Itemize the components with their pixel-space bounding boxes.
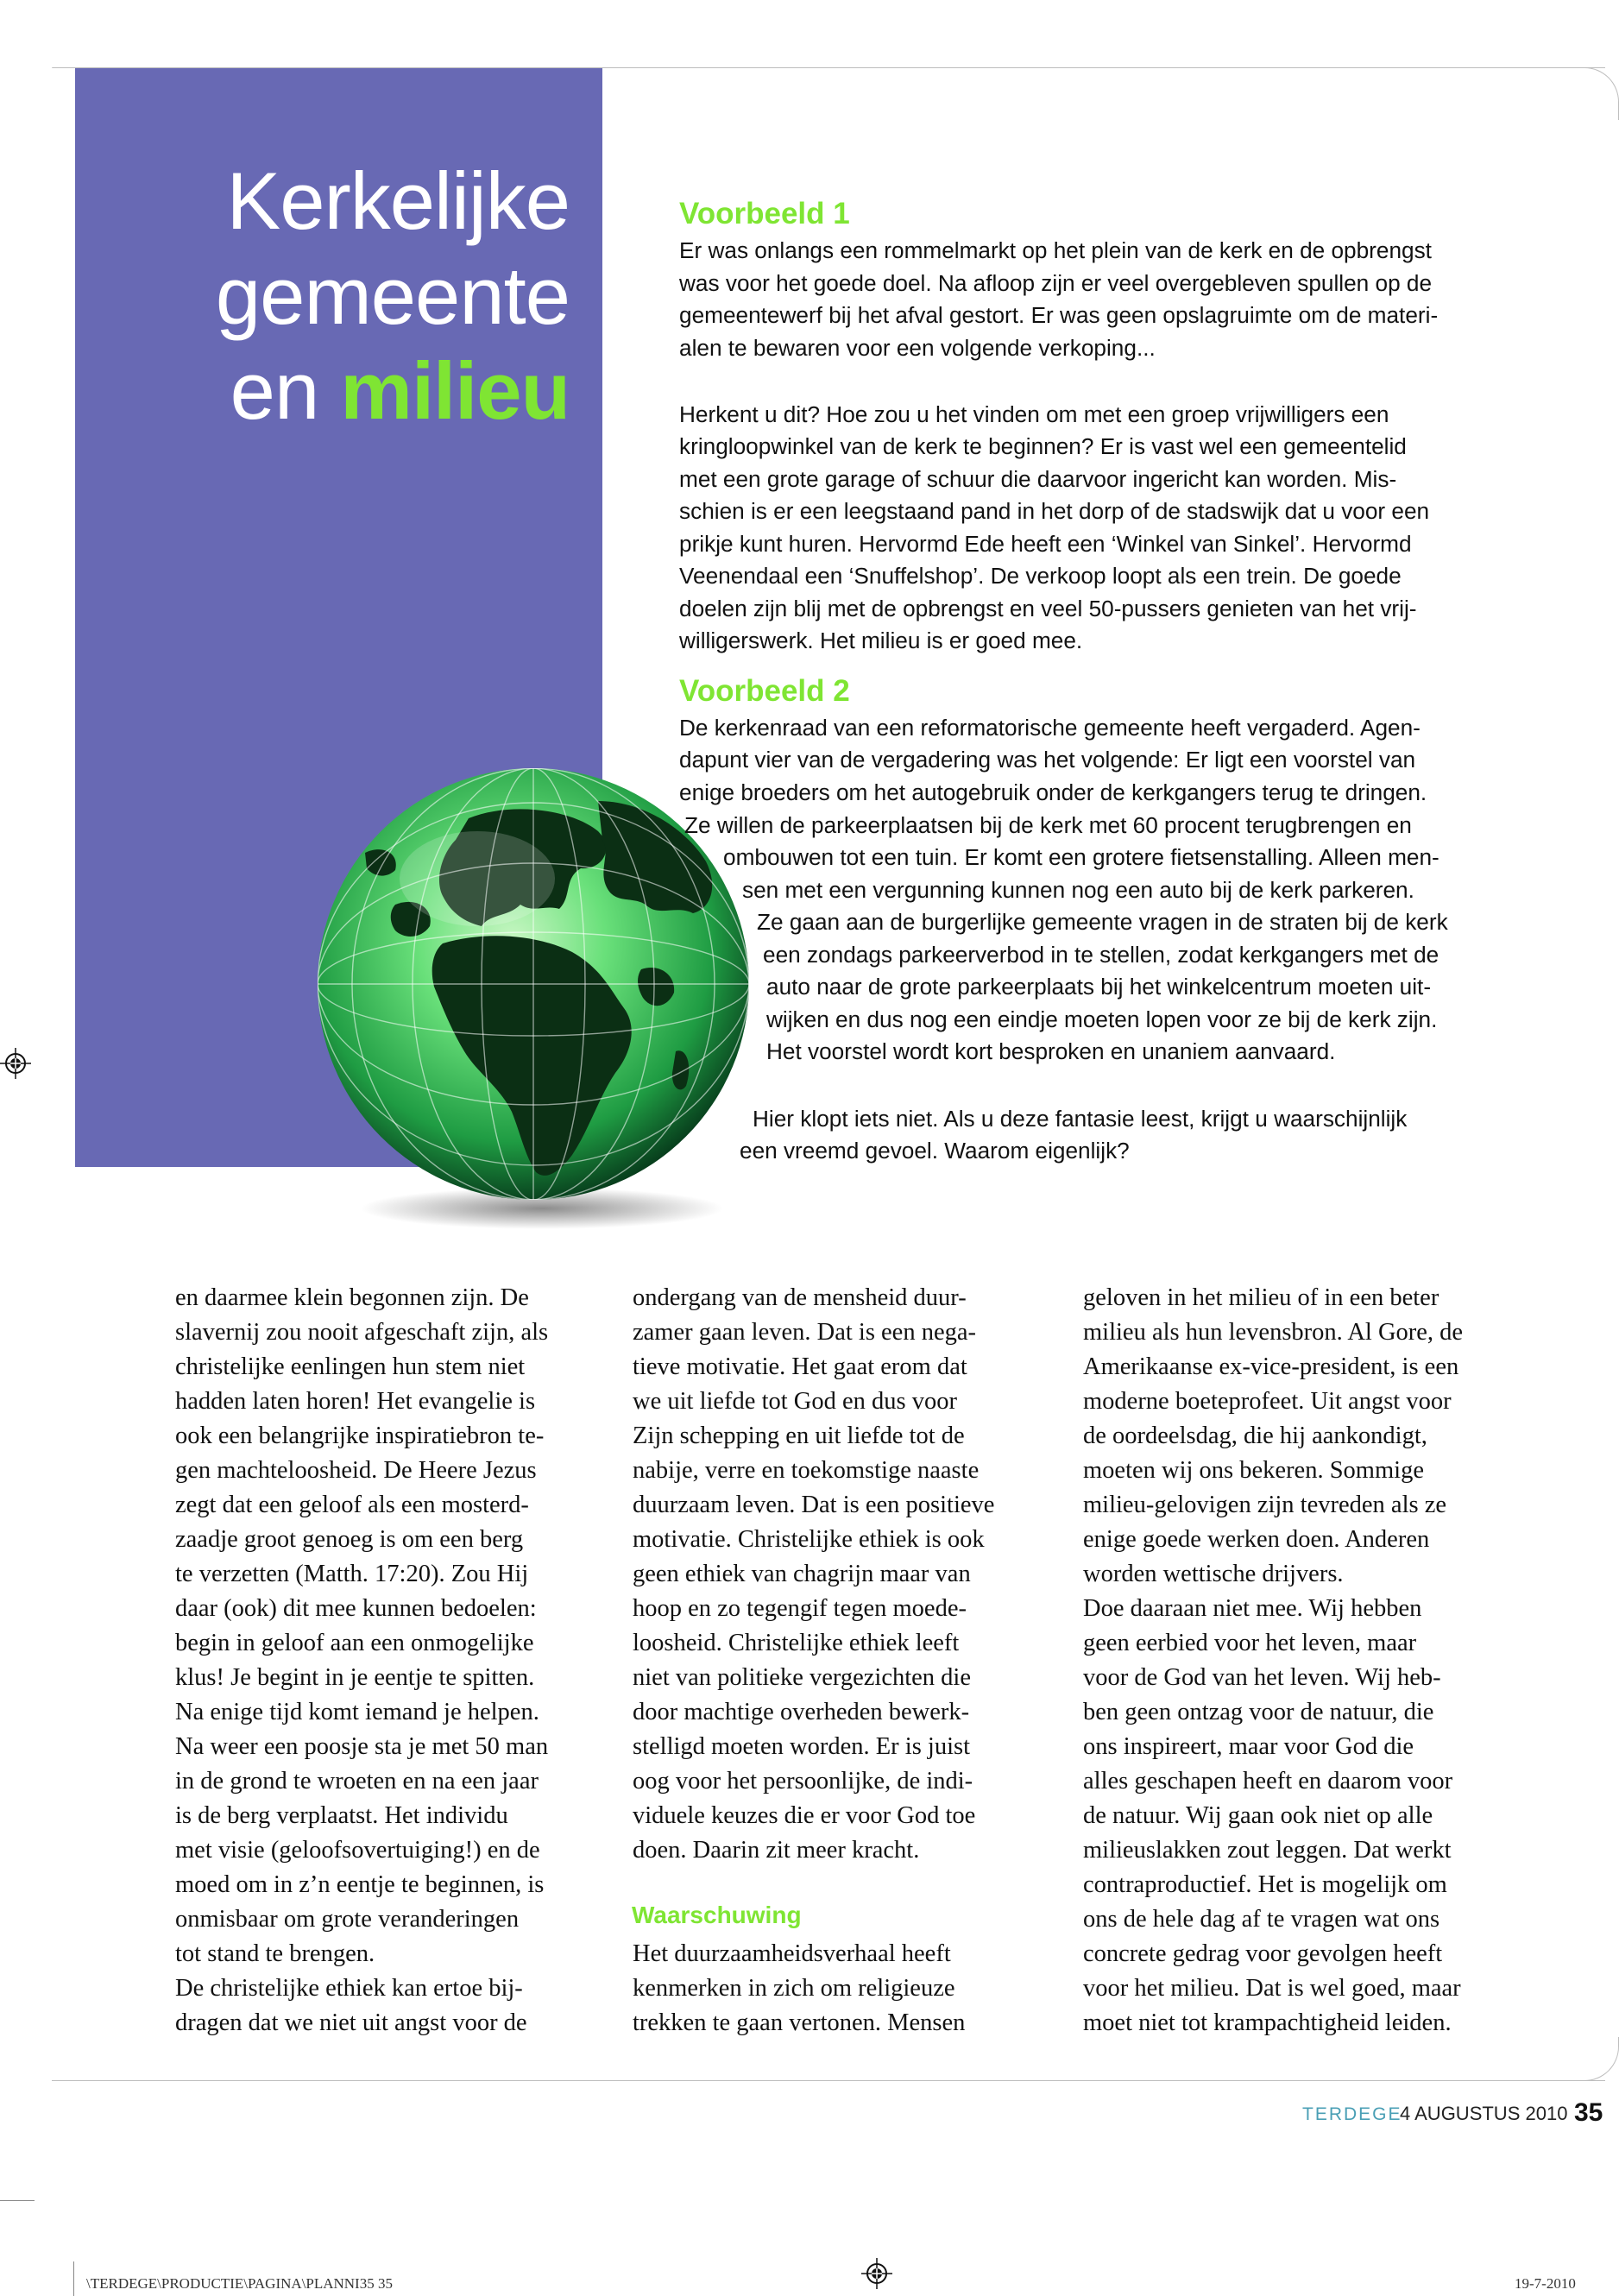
text-line: in de grond te wroeten en na een jaar	[175, 1768, 539, 1795]
text-line: is de berg verplaatst. Het individu	[175, 1802, 508, 1829]
text-line: Het voorstel wordt kort besproken en unaniem aanvaard.	[766, 1038, 1336, 1064]
text-line: Na weer een poosje sta je met 50 man	[175, 1733, 549, 1760]
page-number: 35	[1574, 2098, 1603, 2127]
footer-date: 4 AUGUSTUS 2010	[1400, 2103, 1568, 2124]
text-line: motivatie. Christelijke ethiek is ook	[633, 1526, 985, 1553]
text-line: daar (ook) dit mee kunnen bedoelen:	[175, 1595, 537, 1622]
text-line: Veenendaal een ‘Snuffelshop’. De verkoop loopt als een trein. De goede	[679, 563, 1402, 589]
text-line: moderne boeteprofeet. Uit angst voor	[1083, 1388, 1452, 1415]
text-line: kenmerken in zich om religieuze	[633, 1975, 955, 2002]
trim-mark	[73, 2261, 74, 2296]
text-line: De christelijke ethiek kan ertoe bij-	[175, 1975, 523, 2002]
text-line: Herkent u dit? Hoe zou u het vinden om met een groep vrijwilligers een	[679, 401, 1389, 427]
text-line: hoop en zo tegengif tegen moede-	[633, 1595, 967, 1622]
text-line: Amerikaanse ex-vice-president, is een	[1083, 1353, 1459, 1380]
footer-magazine-name: TERDEGE	[1302, 2104, 1402, 2124]
text-line: Ze gaan aan de burgerlijke gemeente vragen in de straten bij de kerk	[757, 909, 1448, 935]
text-line: slavernij zou nooit afgeschaft zijn, als	[175, 1319, 549, 1346]
text-line: geloven in het milieu of in een beter	[1083, 1284, 1439, 1311]
title-line-2: gemeente	[215, 250, 570, 341]
print-slug-date: 19-7-2010	[1515, 2275, 1576, 2292]
text-line: ons inspireert, maar voor God die	[1083, 1733, 1414, 1760]
heading-voorbeeld-2: Voorbeeld 2	[679, 674, 850, 708]
text-line: was voor het goede doel. Na afloop zijn er veel overgebleven spullen op de	[679, 270, 1433, 296]
text-line: voor het milieu. Dat is wel goed, maar	[1083, 1975, 1461, 2002]
text-line: willigerswerk. Het milieu is er goed mee.	[679, 628, 1083, 653]
text-line: tieve motivatie. Het gaat erom dat	[633, 1353, 967, 1380]
text-line: loosheid. Christelijke ethiek leeft	[633, 1630, 960, 1656]
text-line: Na enige tijd komt iemand je helpen.	[175, 1699, 539, 1725]
text-line: met een grote garage of schuur die daarvoor ingericht kan worden. Mis-	[679, 466, 1397, 492]
text-line: milieuslakken zout leggen. Dat werkt	[1083, 1837, 1452, 1864]
text-line: de oordeelsdag, die hij aankondigt,	[1083, 1422, 1427, 1449]
text-line: Hier klopt iets niet. Als u deze fantasie leest, krijgt u waarschijnlijk	[753, 1106, 1408, 1132]
text-line: een vreemd gevoel. Waarom eigenlijk?	[740, 1138, 1130, 1164]
text-line: enige broeders om het autogebruik onder de kerkgangers terug te dringen.	[679, 779, 1427, 805]
print-slug-path: \TERDEGE\PRODUCTIE\PAGINA\PLANNI35 35	[86, 2275, 393, 2292]
text-line: door machtige overheden bewerk-	[633, 1699, 970, 1725]
text-line: concrete gedrag voor gevolgen heeft	[1083, 1940, 1443, 1967]
text-line: Ze willen de parkeerplaatsen bij de kerk met 60 procent terugbrengen en	[684, 812, 1412, 838]
text-line: niet van politieke vergezichten die	[633, 1664, 971, 1691]
text-line: viduele keuzes die er voor God toe	[633, 1802, 976, 1829]
text-line: gemeentewerf bij het afval gestort. Er was geen opslagruimte om de materi-	[679, 302, 1439, 328]
text-line: kringloopwinkel van de kerk te beginnen? Er is vast wel een gemeentelid	[679, 433, 1407, 459]
trim-mark	[0, 2200, 35, 2201]
text-line: dapunt vier van de vergadering was het volgende: Er ligt een voorstel van	[679, 747, 1416, 773]
text-line: oog voor het persoonlijke, de indi-	[633, 1768, 973, 1795]
text-line: Er was onlangs een rommelmarkt op het plein van de kerk en de opbrengst	[679, 237, 1432, 263]
text-line: prikje kunt huren. Hervormd Ede heeft een ‘Winkel van Sinkel’. Hervormd	[679, 531, 1412, 557]
text-line: christelijke eenlingen hun stem niet	[175, 1353, 526, 1380]
text-line: alen te bewaren voor een volgende verkoping...	[679, 335, 1156, 361]
text-line: moet niet tot krampachtigheid leiden.	[1083, 2009, 1452, 2036]
text-line: De kerkenraad van een reformatorische gemeente heeft vergaderd. Agen-	[679, 715, 1421, 741]
text-line: geen ethiek van chagrijn maar van	[633, 1561, 971, 1587]
text-line: doelen zijn blij met de opbrengst en veel 50-pussers genieten van het vrij-	[679, 596, 1417, 621]
text-line: auto naar de grote parkeerplaats bij het winkelcentrum moeten uit-	[766, 974, 1432, 1000]
text-line: de natuur. Wij gaan ook niet op alle	[1083, 1802, 1433, 1829]
text-line: trekken te gaan vertonen. Mensen	[633, 2009, 966, 2036]
text-line: met visie (geloofsovertuiging!) en de	[175, 1837, 540, 1864]
text-line: ben geen ontzag voor de natuur, die	[1083, 1699, 1434, 1725]
text-line: dragen dat we niet uit angst voor de	[175, 2009, 527, 2036]
subheading-waarschuwing: Waarschuwing	[632, 1902, 802, 1928]
text-line: gen machteloosheid. De Heere Jezus	[175, 1457, 537, 1484]
title-accent: milieu	[340, 345, 570, 436]
text-line: moeten wij ons bekeren. Sommige	[1083, 1457, 1424, 1484]
text-line: schien is er een leegstaand pand in het dorp of de stadswijk dat u voor een	[679, 498, 1430, 524]
text-line: alles geschapen heeft en daarom voor	[1083, 1768, 1453, 1795]
text-line: ook een belangrijke inspiratiebron te-	[175, 1422, 545, 1449]
text-line: duurzaam leven. Dat is een positieve	[633, 1492, 995, 1518]
registration-mark-bottom-icon	[861, 2258, 892, 2289]
text-line: begin in geloof aan een onmogelijke	[175, 1630, 534, 1656]
bottom-rule	[52, 2080, 1605, 2081]
text-line: ons de hele dag af te vragen wat ons	[1083, 1906, 1440, 1933]
text-line: Doe daaraan niet mee. Wij hebben	[1083, 1595, 1422, 1622]
text-line: contraproductief. Het is mogelijk om	[1083, 1871, 1447, 1898]
text-line: ombouwen tot een tuin. Er komt een grotere fietsenstalling. Alleen men-	[723, 844, 1439, 870]
text-line: worden wettische drijvers.	[1083, 1561, 1344, 1587]
text-line: zaadje groot genoeg is om een berg	[175, 1526, 524, 1553]
title-line-3	[230, 345, 570, 436]
text-line: klus! Je begint in je eentje te spitten.	[175, 1664, 535, 1691]
text-line: milieu-gelovigen zijn tevreden als ze	[1083, 1492, 1447, 1518]
text-line: zamer gaan leven. Dat is een nega-	[633, 1319, 976, 1346]
text-line: moed om in z’n eentje te beginnen, is	[175, 1871, 545, 1898]
text-line: geen eerbied voor het leven, maar	[1083, 1630, 1417, 1656]
title-line-1: Kerkelijke	[226, 155, 570, 246]
text-line: ondergang van de mensheid duur-	[633, 1284, 967, 1311]
text-line: Het duurzaamheidsverhaal heeft	[633, 1940, 951, 1967]
text-line: te verzetten (Matth. 17:20). Zou Hij	[175, 1561, 529, 1587]
text-line: een zondags parkeerverbod in te stellen, zodat kerkgangers met de	[763, 942, 1439, 968]
heading-voorbeeld-1: Voorbeeld 1	[679, 197, 850, 230]
text-line: doen. Daarin zit meer kracht.	[633, 1837, 920, 1864]
text-line: wijken en dus nog een eindje moeten lopen voor ze bij de kerk zijn.	[766, 1006, 1438, 1032]
text-line: en daarmee klein begonnen zijn. De	[175, 1284, 529, 1311]
text-line: hadden laten horen! Het evangelie is	[175, 1388, 536, 1415]
text-line: tot stand te brengen.	[175, 1940, 375, 1967]
text-line: voor de God van het leven. Wij heb-	[1083, 1664, 1441, 1691]
bottom-corner-mark	[1566, 2037, 1619, 2081]
text-line: nabije, verre en toekomstige naaste	[633, 1457, 980, 1484]
registration-mark-left-icon	[0, 1048, 31, 1079]
text-line: zegt dat een geloof als een mosterd-	[175, 1492, 529, 1518]
text-line: Zijn schepping en uit liefde tot de	[633, 1422, 965, 1449]
title-line-3-prefix: en	[230, 345, 341, 436]
text-line: onmisbaar om grote veranderingen	[175, 1906, 520, 1933]
text-line: we uit liefde tot God en dus voor	[633, 1388, 957, 1415]
text-line: sen met een vergunning kunnen nog een auto bij de kerk parkeren.	[742, 877, 1414, 903]
text-line: stelligd moeten worden. Er is juist	[633, 1733, 971, 1760]
text-line: enige goede werken doen. Anderen	[1083, 1526, 1430, 1553]
top-corner-mark	[1566, 67, 1619, 120]
text-line: milieu als hun levensbron. Al Gore, de	[1083, 1319, 1464, 1346]
